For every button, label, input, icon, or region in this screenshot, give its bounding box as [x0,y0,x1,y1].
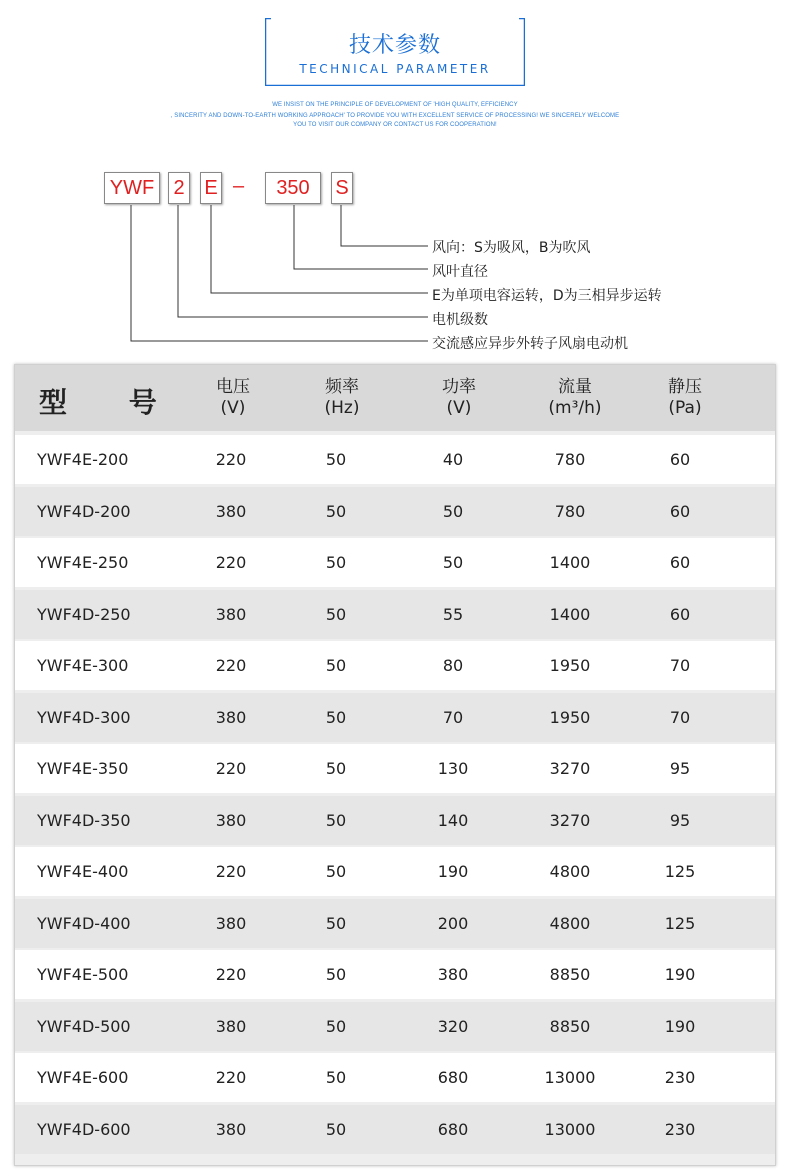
cell-power: 55 [442,604,464,624]
cell-voltage: 380 [215,707,247,727]
cell-model: YWF4D-200 [37,501,131,521]
table-row [15,693,775,742]
cell-airflow: 13000 [544,1068,596,1087]
cell-frequency: 50 [325,1016,347,1036]
cell-model: YWF4D-250 [37,604,131,624]
leader-lines [0,0,790,360]
cell-frequency: 50 [325,553,347,572]
cell-voltage: 220 [215,450,247,469]
cell-airflow: 1950 [549,656,591,675]
slogan-line-2: , SINCERITY AND DOWN-TO-EARTH WORKING APPROACH' TO PROVIDE YOU WITH EXCELLENT SERVICE OF PROCESSING! WE SINCERELY WELCOME [170,113,620,119]
cell-pressure: 60 [669,501,691,521]
table-row [15,641,775,690]
cell-power: 80 [442,656,464,675]
cell-model: YWF4E-400 [37,862,129,881]
cell-power: 380 [437,965,469,984]
cell-voltage: 380 [215,501,247,521]
cell-model: YWF4D-500 [37,1016,131,1036]
slogan-line-3: YOU TO VISIT OUR COMPANY OR CONTACT US FOR COOPERATION! [293,122,497,128]
cell-model: YWF4E-300 [37,656,129,675]
cell-airflow: 4800 [549,862,591,881]
cell-power: 200 [437,913,469,933]
legend-diameter: 风叶直径 [432,264,488,280]
cell-voltage: 380 [215,810,247,830]
legend-phase: E为单项电容运转，D为三相异步运转 [432,288,662,304]
cell-pressure: 190 [664,965,696,984]
table-row [15,847,775,896]
cell-pressure: 70 [669,707,691,727]
cell-frequency: 50 [325,501,347,521]
code-part-phase: E [200,172,222,204]
table-header [15,365,775,431]
table-row [15,796,775,845]
cell-model: YWF4D-350 [37,810,131,830]
cell-power: 140 [437,810,469,830]
cell-pressure: 60 [669,553,691,572]
legend-motor-type: 交流感应异步外转子风扇电动机 [432,336,628,352]
cell-model: YWF4D-300 [37,707,131,727]
cell-pressure: 70 [669,656,691,675]
cell-power: 320 [437,1016,469,1036]
section-subtitle: TECHNICAL PARAMETER [299,62,491,76]
cell-voltage: 220 [215,1068,247,1087]
cell-airflow: 1400 [549,553,591,572]
cell-frequency: 50 [325,1119,347,1139]
cell-frequency: 50 [325,913,347,933]
cell-power: 680 [437,1119,469,1139]
cell-airflow: 1950 [549,707,591,727]
cell-voltage: 380 [215,913,247,933]
header-model: 型 号 [39,386,183,419]
cell-voltage: 380 [215,1119,247,1139]
cell-frequency: 50 [325,1068,347,1087]
code-part-series: YWF [104,172,160,204]
cell-airflow: 8850 [549,965,591,984]
cell-power: 130 [437,759,469,778]
table-row [15,744,775,793]
header-power: 功率 (V) [442,377,476,418]
table-row [15,1105,775,1154]
cell-pressure: 60 [669,604,691,624]
header-airflow: 流量 (m³/h) [548,377,602,418]
table-row [15,1002,775,1051]
cell-frequency: 50 [325,450,347,469]
slogan-line-1: WE INSIST ON THE PRINCIPLE OF DEVELOPMENT OF 'HIGH QUALITY, EFFICIENCY [272,102,518,108]
section-title: 技术参数 [348,33,441,58]
header-frequency: 频率 (Hz) [324,377,360,418]
code-part-diameter: 350 [265,172,321,204]
cell-voltage: 380 [215,1016,247,1036]
cell-frequency: 50 [325,707,347,727]
header-static-pressure: 静压 (Pa) [668,377,702,418]
cell-frequency: 50 [325,862,347,881]
cell-airflow: 1400 [549,604,591,624]
cell-airflow: 3270 [549,810,591,830]
cell-pressure: 125 [664,913,696,933]
header-voltage: 电压 (V) [216,377,250,418]
cell-pressure: 60 [669,450,691,469]
cell-voltage: 220 [215,965,247,984]
cell-voltage: 220 [215,553,247,572]
cell-model: YWF4E-500 [37,965,129,984]
cell-model: YWF4D-400 [37,913,131,933]
table-row [15,950,775,999]
cell-frequency: 50 [325,759,347,778]
cell-pressure: 230 [664,1068,696,1087]
cell-power: 70 [442,707,464,727]
cell-frequency: 50 [325,810,347,830]
cell-pressure: 95 [669,759,691,778]
parameter-table [14,364,776,1166]
cell-airflow: 780 [554,501,586,521]
cell-airflow: 8850 [549,1016,591,1036]
cell-model: YWF4D-600 [37,1119,131,1139]
table-row [15,1053,775,1102]
code-separator: – [233,175,245,197]
code-part-airflow: S [331,172,353,204]
cell-airflow: 3270 [549,759,591,778]
cell-voltage: 380 [215,604,247,624]
table-row [15,487,775,536]
cell-voltage: 220 [215,862,247,881]
cell-power: 50 [442,501,464,521]
cell-model: YWF4E-600 [37,1068,129,1087]
cell-model: YWF4E-350 [37,759,129,778]
cell-power: 680 [437,1068,469,1087]
cell-airflow: 780 [554,450,586,469]
cell-voltage: 220 [215,656,247,675]
cell-airflow: 4800 [549,913,591,933]
cell-frequency: 50 [325,656,347,675]
cell-voltage: 220 [215,759,247,778]
cell-model: YWF4E-200 [37,450,129,469]
cell-power: 190 [437,862,469,881]
legend-poles: 电机级数 [432,312,488,328]
cell-power: 50 [442,553,464,572]
cell-pressure: 125 [664,862,696,881]
cell-pressure: 95 [669,810,691,830]
cell-frequency: 50 [325,965,347,984]
code-part-poles: 2 [168,172,190,204]
cell-power: 40 [442,450,464,469]
table-row [15,435,775,484]
cell-model: YWF4E-250 [37,553,129,572]
cell-airflow: 13000 [544,1119,596,1139]
table-row [15,899,775,948]
legend-airflow: 风向：S为吸风，B为吹风 [432,240,591,256]
cell-frequency: 50 [325,604,347,624]
table-row [15,538,775,587]
cell-pressure: 230 [664,1119,696,1139]
table-row [15,590,775,639]
cell-pressure: 190 [664,1016,696,1036]
